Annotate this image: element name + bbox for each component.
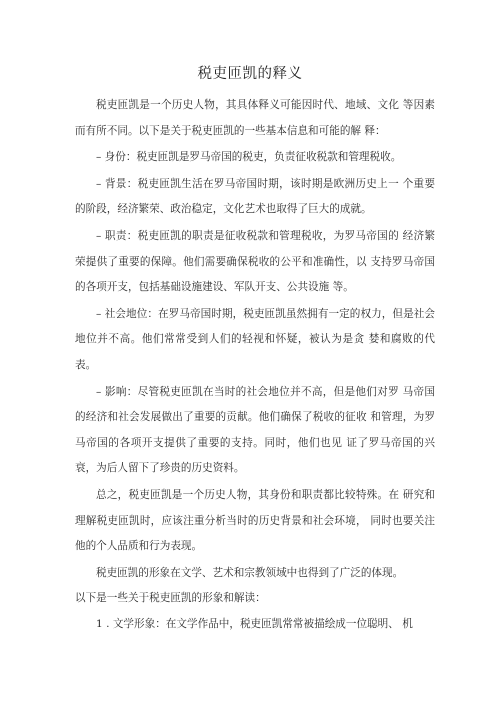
paragraph-intro: 税吏匝凯是一个历史人物，其具体释义可能因时代、地域、文化 等因素而有所不同。以下是关于税吏匝凯的一些基本信息和可能的解 释： xyxy=(75,99,435,137)
paragraph-summary: 总之，税吏匝凯是一个历史人物，其身份和职责都比较特殊。在 研究和理解税吏匝凯时，应该注重分析当时的历史背景和社会环境， 同时也要关注他的个人品质和行为表现。 xyxy=(75,488,435,553)
paragraph-image-intro: 税吏匝凯的形象在文学、艺术和宗教领域中也得到了广泛的体现。 xyxy=(96,566,404,579)
paragraph-identity: – 身份：税吏匝凯是罗马帝国的税吏，负责征收税款和管理税收。 xyxy=(96,151,402,164)
paragraph-social-status: – 社会地位：在罗马帝国时期，税吏匝凯虽然拥有一定的权力，但是社会地位并不高。他们常常受到人们的轻视和怀疑，被认为是贪 婪和腐败的代表。 xyxy=(75,307,435,371)
document-title: 税吏匝凯的释义 xyxy=(197,66,303,82)
paragraph-background: – 背景：税吏匝凯生活在罗马帝国时期，该时期是欧洲历史上一 个重要的阶段，经济繁荣、政治稳定，文化艺术也取得了巨大的成就。 xyxy=(75,177,435,216)
paragraph-duties: – 职责：税吏匝凯的职责是征收税款和管理税收，为罗马帝国的 经济繁荣提供了重要的保障。他们需要确保税收的公平和准确性，以 支持罗马帝国的各项开支，包括基础设施建设、军队开支、公共设施 等。 xyxy=(75,229,435,294)
paragraph-image-list-lead: 以下是一些关于税吏匝凯的形象和解读： xyxy=(75,592,266,605)
paragraph-influence: – 影响：尽管税吏匝凯在当时的社会地位并不高，但是他们对罗 马帝国的经济和社会发展做出了重要的贡献。他们确保了税收的征收 和管理，为罗马帝国的各项开支提供了重要的支持。同时，他们也见 证了罗马帝国的兴衰，为后人留下了珍贵的历史资料。 xyxy=(75,385,435,475)
paragraph-literary-image: 1 . 文学形象：在文学作品中，税吏匝凯常常被描绘成一位聪明、 机 xyxy=(96,617,413,630)
document-body xyxy=(75,93,435,637)
